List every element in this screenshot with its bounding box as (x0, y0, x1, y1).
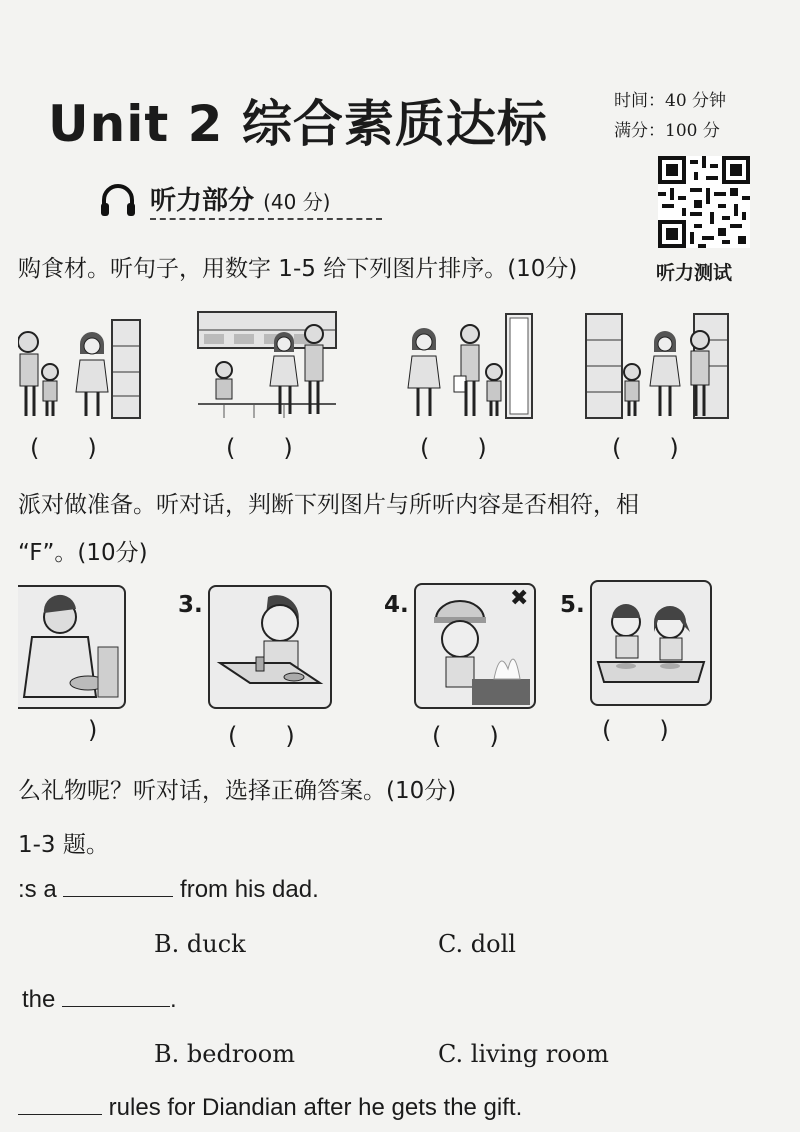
part2-number-5: 5. (560, 592, 585, 618)
part2-picture-2 (18, 585, 126, 709)
part1-picture-3 (406, 312, 536, 420)
question-2 (22, 986, 177, 1014)
page-title: Unit 2 综合素质达标 (48, 95, 548, 153)
question-1-option-c[interactable]: C. doll (438, 930, 516, 958)
part3-sub-instruction: 1-3 题。 (18, 832, 109, 858)
part2-answer-4[interactable]: ( ) (432, 722, 499, 750)
part1-answer-2[interactable]: ( ) (226, 434, 293, 462)
part2-number-3: 3. (178, 592, 203, 618)
part2-picture-3 (208, 585, 332, 709)
full-score: 满分：100 分 (614, 121, 720, 141)
question-2-prefix: the (22, 986, 56, 1013)
question-1-blank[interactable] (63, 896, 173, 897)
question-2-suffix: . (170, 986, 177, 1013)
qr-code[interactable] (658, 156, 750, 248)
part2-answer-3[interactable]: ( ) (228, 722, 295, 750)
part1-picture-4 (584, 310, 730, 420)
question-1-prefix: :s a (18, 876, 57, 903)
heading-underline (150, 218, 382, 220)
listening-section-heading (150, 180, 331, 217)
question-3-suffix: rules for Diandian after he gets the gift. (108, 1094, 523, 1121)
part1-picture-1 (18, 316, 142, 420)
question-3-blank[interactable] (18, 1114, 102, 1115)
cross-icon: ✖ (510, 586, 529, 611)
question-1-option-b[interactable]: B. duck (154, 930, 246, 958)
part3-instruction: 么礼物呢？听对话，选择正确答案。(10分) (18, 778, 457, 804)
part2-number-4: 4. (384, 592, 409, 618)
section-title: 听力部分 (150, 186, 255, 216)
part1-picture-2 (194, 308, 340, 420)
part1-answer-4[interactable]: ( ) (612, 434, 679, 462)
part2-answer-2[interactable]: ) (88, 716, 98, 744)
question-1-suffix: from his dad. (180, 876, 319, 903)
time-limit: 时间：40 分钟 (614, 91, 727, 111)
part1-instruction: 购食材。听句子，用数字 1-5 给下列图片排序。(10分) (18, 256, 578, 282)
headphones-icon (98, 180, 138, 220)
question-2-blank[interactable] (62, 1006, 170, 1007)
part2-answer-5[interactable]: ( ) (602, 716, 669, 744)
part2-picture-5 (590, 580, 712, 706)
part2-instruction-line1: 派对做准备。听对话，判断下列图片与所听内容是否相符，相 (18, 492, 639, 518)
part2-instruction-line2: “F”。(10分) (18, 540, 148, 566)
part1-answer-3[interactable]: ( ) (420, 434, 487, 462)
question-2-option-c[interactable]: C. living room (438, 1040, 609, 1068)
qr-caption: 听力测试 (656, 262, 733, 284)
question-1 (18, 876, 319, 904)
question-2-option-b[interactable]: B. bedroom (154, 1040, 295, 1068)
part1-answer-1[interactable]: ( ) (30, 434, 97, 462)
question-3 (18, 1094, 522, 1122)
section-points: (40 分) (263, 190, 331, 214)
